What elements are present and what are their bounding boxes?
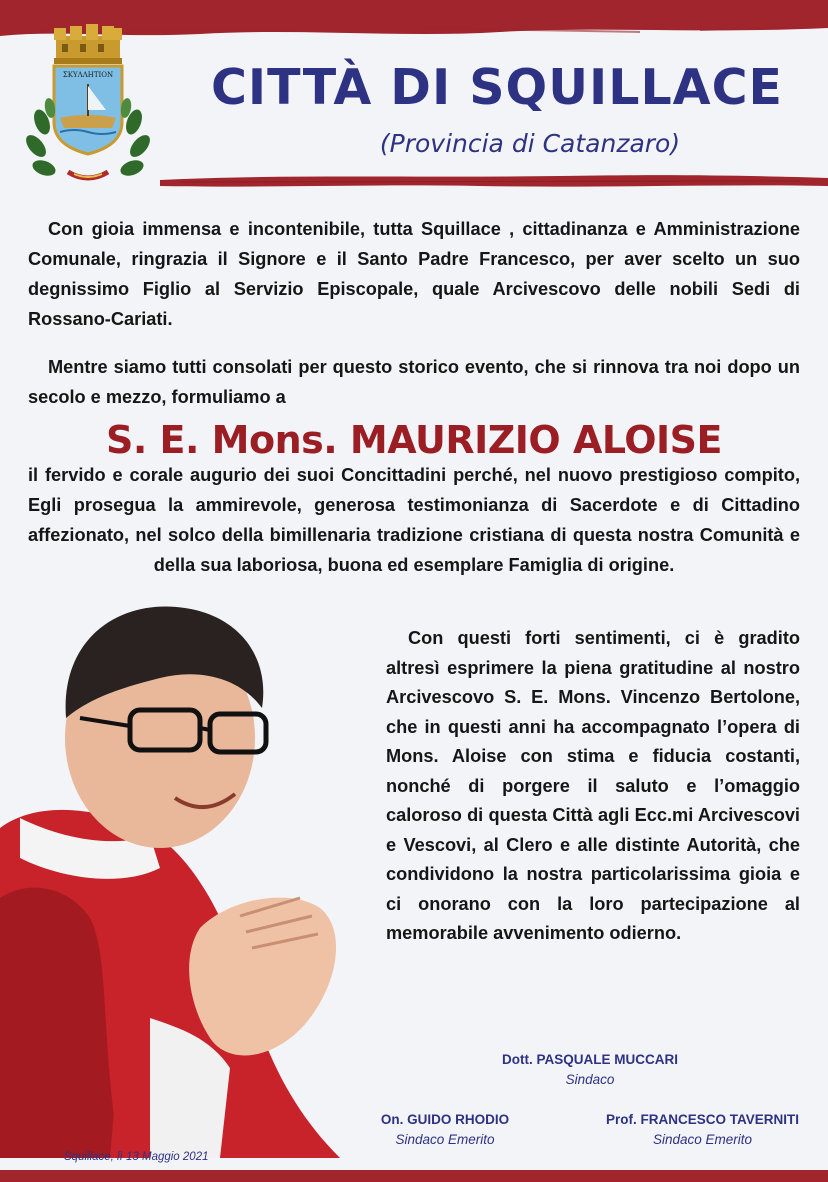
top-red-band: [0, 0, 828, 20]
paragraph-gratitude: Con gioia immensa e incontenibile, tutta Squillace , cittadinanza e Amministrazione Comunale, ringrazia il Signore e il Santo Padre Francesco, per aver scelto un suo degnissimo Figlio al Servizio Episcopale, quale Arcivescovo delle nobili Sedi di Rossano-Cariati.: [28, 219, 800, 329]
title-underline-brush: [160, 170, 828, 192]
honoree-name: S. E. Mons. MAURIZIO ALOISE: [106, 418, 722, 462]
signature-emeritus-1: [345, 1110, 545, 1150]
crest-motto-text: ΣΚΥΛΛΗΤΙΟΝ: [62, 71, 114, 79]
page-title: CITTÀ DI SQUILLACE: [210, 59, 784, 116]
paragraph-acknowledgement: Con questi forti sentimenti, ci è gradito altresì esprimere la piena gratitudine al nostro Arcivescovo S. E. Mons. Vincenzo Bertolone, che in questi anni ha accompagnato l’opera di Mons. Aloise con stima e fiducia costanti, nonché di porgere il saluto e l’omaggio caloroso di questa Città agli Ecc.mi Arcivescovi e Vescovi, al Clero e alle distinte Autorità, che condividono la nostra particolarissima gioia e ci onorano con la loro partecipazione al memorabile avvenimento odierno.: [386, 628, 800, 943]
signature-role: Sindaco Emerito: [652, 1132, 753, 1147]
signature-mayor: [470, 1050, 710, 1090]
signature-emeritus-2: [585, 1110, 820, 1150]
page-subtitle: (Provincia di Catanzaro): [379, 129, 681, 158]
signature-name: Prof. FRANCESCO TAVERNITI: [605, 1112, 799, 1127]
bottom-red-band: [0, 1170, 828, 1182]
paragraph-wishes: il fervido e corale augurio dei suoi Concittadini perché, nel nuovo prestigioso compito, Egli prosegua la ammirevole, generosa testimonianza di Sacerdote e di Cittadino affezionato, nel solco della bimillenaria tradizione cristiana di questa nostra Comunità e della sua laboriosa, buona ed esemplare Famiglia di origine.: [28, 465, 800, 575]
city-coat-of-arms-logo: [14, 22, 162, 192]
crown-icon: [54, 24, 122, 64]
document-date: Squillace, lì 13 Maggio 2021: [64, 1151, 209, 1163]
paragraph-announcement: Mentre siamo tutti consolati per questo storico evento, che si rinnova tra noi dopo un secolo e mezzo, formuliamo a: [28, 357, 800, 407]
signature-role: Sindaco Emerito: [395, 1132, 495, 1147]
signature-role: Sindaco: [565, 1072, 615, 1087]
signature-name: Dott. PASQUALE MUCCARI: [502, 1052, 678, 1067]
portrait-photo: [0, 598, 360, 1158]
signature-name: On. GUIDO RHODIO: [380, 1112, 510, 1127]
